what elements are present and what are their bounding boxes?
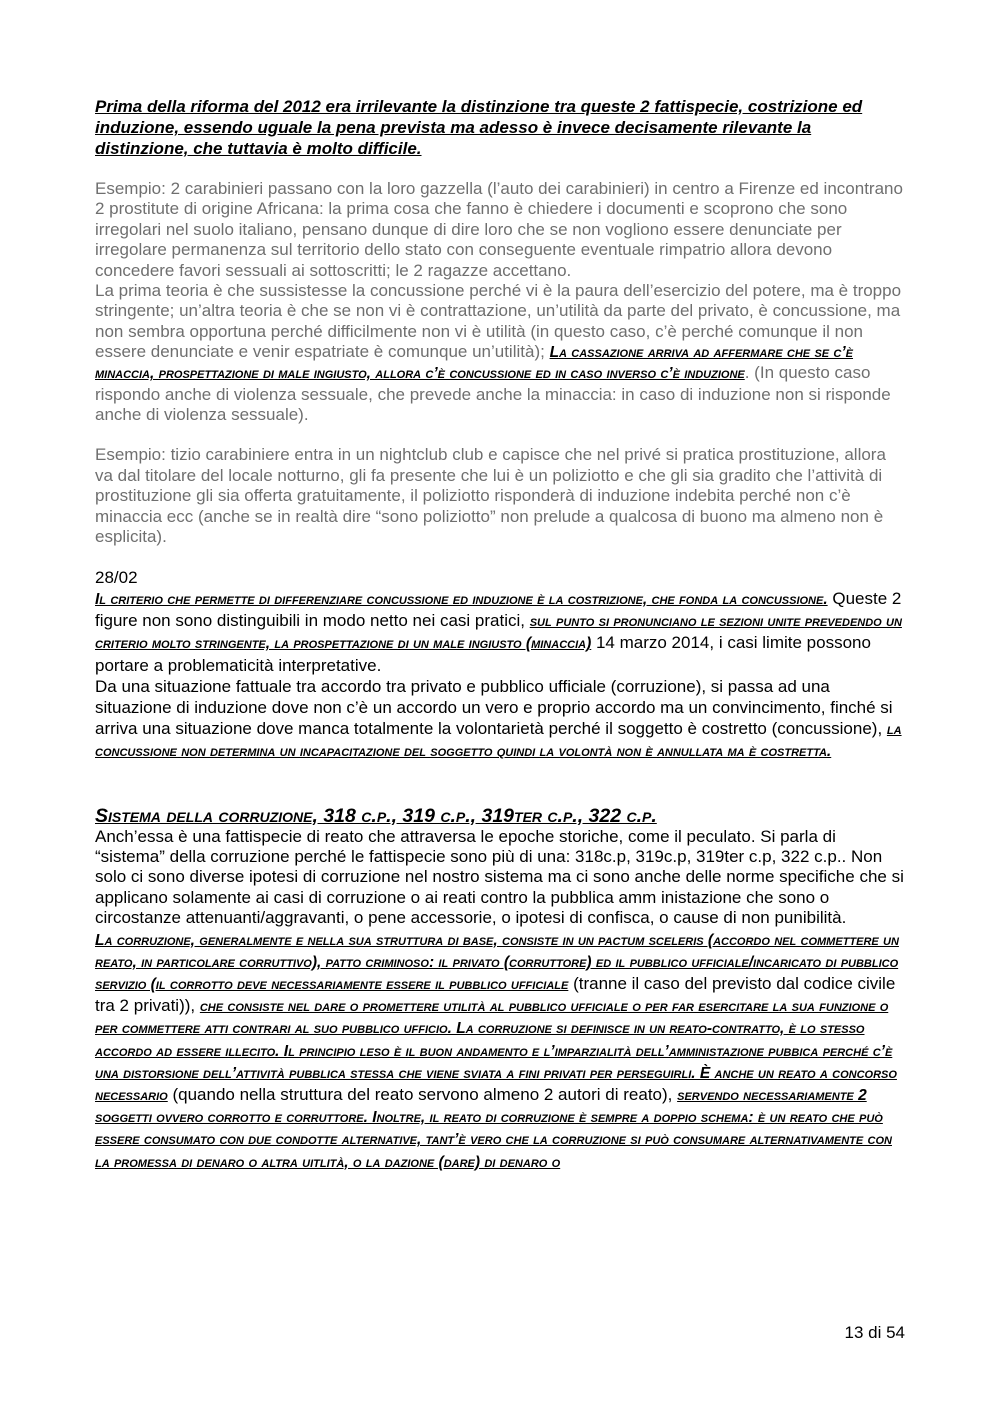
date-label: 28/02 bbox=[95, 567, 138, 587]
example1-closing-text: . (In questo caso rispondo anche di violenza sessuale, che prevede anche la minaccia: in caso di induzione non si risponde anche di violenza sessuale). bbox=[95, 363, 891, 425]
corruption-paragraph bbox=[95, 929, 907, 1173]
example2-paragraph: Esempio: tizio carabiniere entra in un nightclub club e capisce che nel privé si pratica prostituzione, allora va dal titolare del locale notturno, gli fa presente che lui è un poliziotto e che gli sia gradito che l’attività di prostituzione gli sia offerta gratuitamente, il poliziotto risponderà di induzione indebita perché non c’è minaccia ecc (anche se in realtà dire “sono poliziotto” non prelude a qualcosa di buono ma almeno non è esplicita). bbox=[95, 445, 886, 547]
concussione-emphasis: la concussione non determina un incapacitazione del soggetto quindi la volontà non è annullata ma è costretta. bbox=[95, 721, 902, 761]
authors-text: (quando nella struttura del reato servono almeno 2 autori di reato), bbox=[167, 1084, 678, 1104]
pactum-emphasis: La corruzione, generalmente e nella sua struttura di base, consiste in un pactum sceleris (accordo nel commettere un reato, in particolare corruttivo), patto criminoso: il privato (corruttore) ed il pubblico ufficiale/incaricato di pubblico servizio (il corrotto deve necessariamente essere il pubblico ufficiale bbox=[95, 931, 899, 993]
criterion-paragraph bbox=[95, 588, 907, 763]
reato-contratto-emphasis: che consiste nel dare o promettere utilità al pubblico ufficiale o per far esercitare la sua funzione o per commettere atti contrari al suo pubblico ufficio. La corruzione si definisce in un reato-contratto, è lo stesso accordo ad essere illecito. Il principio leso è il buon andamento e l’imparzialità dell’amministazione pubbica perché c’è una distorsione dell’attività pubblica stessa che viene sviata a fini privati per perseguirli. È anche un reato a concorso necessario bbox=[95, 998, 897, 1104]
reform-heading: Prima della riforma del 2012 era irrilevante la distinzione tra queste 2 fattispecie, costrizione ed induzione, essendo uguale la pena prevista ma adesso è invece decisamente rilevante la distinzione, che tuttavia è molto difficile. bbox=[95, 97, 863, 158]
criterion-emphasis: Il criterio che permette di differenziare concussione ed induzione è la costrizione, che fonda la concussione. bbox=[95, 590, 828, 608]
sezioni-unite-emphasis: sul punto si pronunciano le sezioni unite prevedendo un criterio molto stringente, la prospettazione di un male ingiusto (minaccia) bbox=[95, 613, 902, 653]
criterion-text: Queste 2 figure non sono distinguibili in modo netto nei casi pratici, bbox=[95, 588, 902, 631]
section-title: Sistema della corruzione, 318 c.p., 319 c.p., 319ter c.p., 322 c.p. bbox=[95, 804, 657, 827]
page-number: 13 di 54 bbox=[844, 1323, 905, 1342]
civil-code-text: (tranne il caso del previsto dal codice civile tra 2 privati)), bbox=[95, 973, 896, 1016]
cassazione-emphasis: La cassazione arriva ad affermare che se c’è minaccia, prospettazione di male ingiusto, allora c’è concussione ed in caso inverso c’è induzione bbox=[95, 344, 854, 383]
doppio-schema-emphasis: servendo necessariamente 2 soggetti ovvero corrotto e corruttore. Inoltre, il reato di corruzione è sempre a doppio schema: è un reato che può essere consumato con due condotte alternative, tant’è vero che la corruzione si può consumare alternativamente con la promessa di denaro o altra uitlità, o la dazione (dare) di denaro o bbox=[95, 1086, 892, 1171]
situation-text: Da una situazione fattuale tra accordo tra privato e pubblico ufficiale (corruzione), si passa ad una situazione di induzione dove non c’è un accordo un vero e proprio accordo ma un convincimento, finché si arriva una situazione dove manca totalmente la volontarietà perché il soggetto è costretto (concussione), bbox=[95, 676, 893, 739]
criterion-date-text: 14 marzo 2014, i casi limite possono portare a problematicità interpretative. bbox=[95, 633, 871, 675]
example1-text: Esempio: 2 carabinieri passano con la loro gazzella (l’auto dei carabinieri) in centro a Firenze ed incontrano 2 prostitute di origine Africana: la prima cosa che fanno è chiedere i documenti e scoprono che sono irregolari nel suolo italiano, pensano dunque di dire loro che se non vogliono essere denunciate per irregolare permanenza sul territorio dello stato con conseguente eventuale rimpatrio allora devono concedere favori sessuali ai sottoscritti; le 2 ragazze accettano. bbox=[95, 179, 903, 280]
example1-theory-text: La prima teoria è che sussistesse la concussione perché vi è la paura dell’esercizio del potere, ma è troppo stringente; un’altra teoria è che se non vi è contrattazione, un’utilità da parte del privato, è concussione, ma non sembra opportuna perché difficilmente non vi è utilità (in questo caso, c’è perché comunque il non essere denunciate e venir espatriate è comunque un’utilità); bbox=[95, 281, 902, 362]
document-page bbox=[95, 96, 907, 1173]
section-intro: Anch’essa è una fattispecie di reato che attraversa le epoche storiche, come il peculato. Si parla di “sistema” della corruzione perché le fattispecie sono più di una: 318c.p, 319c.p, 319ter c.p, 322 c.p.. Non solo ci sono diverse ipotesi di corruzione nel nostro sistema ma ci sono anche delle norme specifiche che si applicano solamente ai casi di corruzione o ai reati contro la pubblica amm inistazione che sono o circostanze attenuanti/aggravanti, o pene accessorie, o ipotesi di confisca, o cause di non punibilità. bbox=[95, 826, 904, 928]
example1-paragraph bbox=[95, 179, 907, 425]
